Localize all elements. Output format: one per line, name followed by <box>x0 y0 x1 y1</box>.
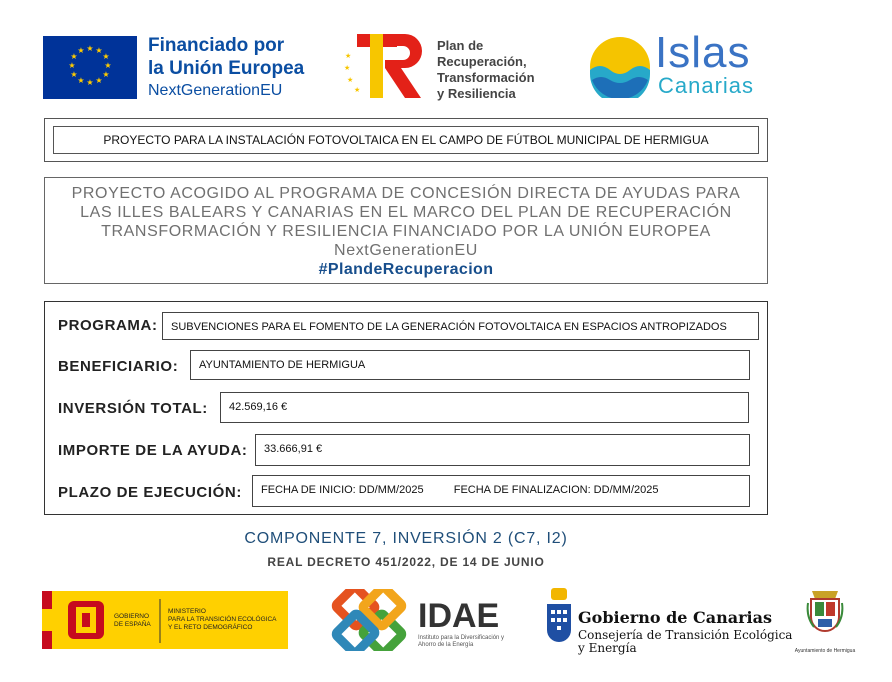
svg-text:★: ★ <box>345 53 352 60</box>
inversion-total-label: INVERSIÓN TOTAL: <box>58 400 208 417</box>
svg-text:★: ★ <box>95 76 103 85</box>
svg-text:★: ★ <box>102 70 110 79</box>
eu-funding-line3: NextGenerationEU <box>148 82 283 99</box>
project-title: PROYECTO PARA LA INSTALACIÓN FOTOVOLTAICA EN EL CAMPO DE FÚTBOL MUNICIPAL DE HERMIGUA <box>53 126 759 154</box>
prtr-line: Recuperación, <box>437 54 527 69</box>
islas-canarias-sun-icon <box>589 36 651 98</box>
eu-funding-line2: la Unión Europea <box>148 58 305 79</box>
islas-canarias-word2: Canarias <box>658 73 755 98</box>
svg-text:★: ★ <box>86 78 94 87</box>
beneficiario-value: AYUNTAMIENTO DE HERMIGUA <box>190 350 750 380</box>
fecha-inicio: FECHA DE INICIO: DD/MM/2025 <box>261 484 424 496</box>
importe-ayuda-value: 33.666,91 € <box>255 434 750 466</box>
ministerio-line: Y EL RETO DEMOGRÁFICO <box>168 624 253 631</box>
gobierno-canarias-subtitle <box>578 629 792 655</box>
svg-text:★: ★ <box>70 52 78 61</box>
gobierno-espana-line: DE ESPAÑA <box>114 621 151 628</box>
importe-ayuda-label: IMPORTE DE LA AYUDA: <box>58 442 248 459</box>
fecha-finalizacion: FECHA DE FINALIZACION: DD/MM/2025 <box>453 484 659 496</box>
svg-text:★: ★ <box>354 87 361 94</box>
prtr-line: Plan de <box>437 38 484 53</box>
prtr-line: Transformación <box>437 70 535 85</box>
gobierno-canarias-sub-line: Consejería de Transición Ecológica <box>578 628 793 642</box>
ministerio-line: MINISTERIO <box>168 608 206 615</box>
svg-text:★: ★ <box>77 46 85 55</box>
svg-text:★: ★ <box>102 52 110 61</box>
idae-logo-icon <box>326 589 412 651</box>
svg-text:★: ★ <box>347 77 354 84</box>
hashtag: #PlandeRecuperacion <box>318 261 494 278</box>
program-description-line: NextGenerationEU <box>334 242 478 259</box>
svg-text:★: ★ <box>68 61 76 70</box>
programa-label: PROGRAMA: <box>58 317 158 334</box>
ministerio-line: PARA LA TRANSICIÓN ECOLÓGICA <box>168 616 277 623</box>
svg-text:★: ★ <box>344 65 351 72</box>
idae-subtitle: Instituto para la Diversificación y Ahorro de la Energía <box>418 635 505 648</box>
program-description-line: PROYECTO ACOGIDO AL PROGRAMA DE CONCESIÓN DIRECTA DE AYUDAS PARA <box>71 185 741 202</box>
program-description-line: TRANSFORMACIÓN Y RESILIENCIA FINANCIADO POR LA UNIÓN EUROPEA <box>101 223 711 240</box>
eu-flag-icon <box>43 36 137 99</box>
prtr-line: y Resiliencia <box>437 86 516 101</box>
real-decreto: REAL DECRETO 451/2022, DE 14 DE JUNIO <box>267 555 545 569</box>
programa-value: SUBVENCIONES PARA EL FOMENTO DE LA GENERACIÓN FOTOVOLTAICA EN ESPACIOS ANTROPIZADOS <box>162 312 759 340</box>
prtr-plan-name <box>437 38 567 102</box>
componente-inversion: COMPONENTE 7, INVERSIÓN 2 (C7, I2) <box>244 530 568 547</box>
svg-text:★: ★ <box>77 76 85 85</box>
gobierno-canarias-sub-line: y Energía <box>578 641 637 655</box>
gobierno-espana-logo <box>42 591 288 649</box>
eu-funding-line1: Financiado por <box>148 35 285 56</box>
ayuntamiento-caption: Ayuntamiento de Hermigua <box>794 648 856 654</box>
gobierno-espana-line: GOBIERNO <box>114 613 150 620</box>
beneficiario-label: BENEFICIARIO: <box>58 358 179 375</box>
svg-text:★: ★ <box>95 46 103 55</box>
gobierno-canarias-crest-icon <box>545 586 573 650</box>
idae-name: IDAE <box>418 597 500 635</box>
program-description-line: LAS ILLES BALEARS Y CANARIAS EN EL MARCO DEL PLAN DE RECUPERACIÓN <box>80 204 732 221</box>
gobierno-canarias-title: Gobierno de Canarias <box>578 608 773 627</box>
plazo-ejecucion-label: PLAZO DE EJECUCIÓN: <box>58 484 242 501</box>
ayuntamiento-hermigua-crest-icon <box>806 587 844 637</box>
inversion-total-value: 42.569,16 € <box>220 392 749 423</box>
islas-canarias-word1: Islas <box>655 28 751 77</box>
svg-text:★: ★ <box>70 70 78 79</box>
svg-text:★: ★ <box>86 44 94 53</box>
prtr-logo-icon <box>343 30 429 102</box>
plazo-ejecucion-value <box>252 475 750 507</box>
svg-text:★: ★ <box>104 61 112 70</box>
